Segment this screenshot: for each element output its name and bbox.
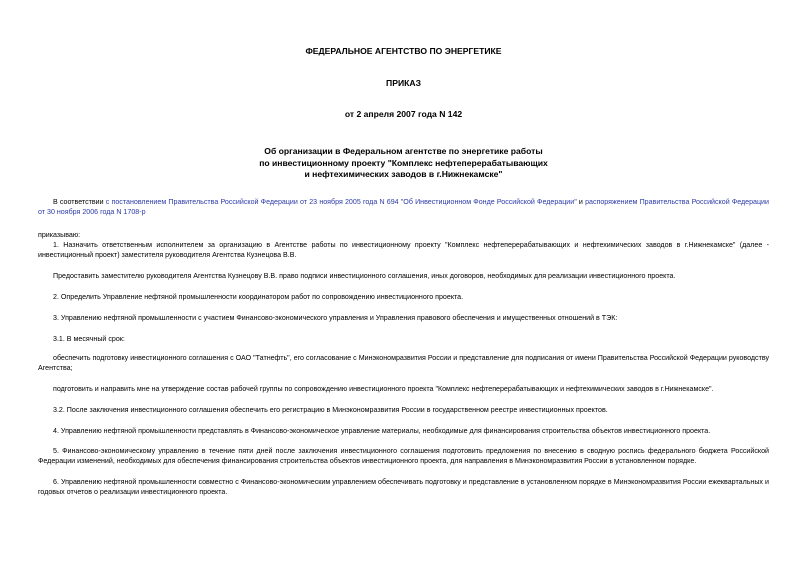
paragraph-3-1-b: подготовить и направить мне на утверждение состав рабочей группы по сопровождению инвестиционного проекта "Комплекс нефтеперерабатывающих и нефтехимических заводов в г.Нижнекамске".	[53, 385, 714, 393]
title-line-2: по инвестиционному проекту "Комплекс нефтеперерабатывающих	[259, 157, 548, 168]
agency-heading: ФЕДЕРАЛЬНОЕ АГЕНТСТВО ПО ЭНЕРГЕТИКЕ	[305, 46, 502, 56]
paragraph-3-1: 3.1. В месячный срок:	[53, 335, 125, 343]
paragraph-1-signing: Предоставить заместителю руководителя Агентства Кузнецову В.В. право подписи инвестиционного соглашения, иных договоров, необходимых для реализации инвестиционного проекта.	[53, 272, 676, 280]
doc-type-heading: ПРИКАЗ	[386, 78, 421, 88]
paragraph-3: 3. Управлению нефтяной промышленности с участием Финансово-экономического управления и Управления правового обеспечения и имущественных отношений в ТЭК:	[53, 314, 618, 322]
paragraph-3-2: 3.2. После заключения инвестиционного соглашения обеспечить его регистрацию в Минэкономразвития России в государственном реестре инвестиционных проектов.	[53, 406, 608, 414]
paragraph-1: 1. Назначить ответственным исполнителем за организацию в Агентстве работы по инвестиционному проекту "Комплекс нефтеперерабатывающих и нефтехимических заводов в г.Нижнекамске" (далее - инвестиционный проект) заместителя руководителя Агентства Кузнецова В.В.	[38, 241, 769, 259]
link-resolution-694[interactable]: с постановлением Правительства Российской Федерации от 23 ноября 2005 года N 694 "Об Инвестиционном Фонде Российской Федерации"	[105, 198, 577, 206]
title-line-3: и нефтехимических заводов в г.Нижнекамске"	[304, 169, 503, 179]
paragraph-6: 6. Управлению нефтяной промышленности совместно с Финансово-экономическим управлением обеспечивать подготовку и представление в установленном порядке в Минэкономразвития России ежеквартальных и годовых отчетов о реализации инвестиционного проекта.	[38, 478, 769, 496]
paragraph-3-1-a: обеспечить подготовку инвестиционного соглашения с ОАО "Татнефть", его согласование с Минэкономразвития России и представление для подписания от имени Правительства Российской Федерации руководству Агентства;	[38, 354, 769, 372]
preamble	[38, 197, 769, 217]
date-number-heading: от 2 апреля 2007 года N 142	[344, 109, 463, 119]
preamble-prefix: В соответствии	[53, 198, 106, 206]
document-title	[0, 146, 807, 181]
paragraph-2: 2. Определить Управление нефтяной промышленности координатором работ по сопровождению инвестиционного проекта.	[53, 293, 464, 301]
link-order-1708[interactable]: распоряжением Правительства Российской Федерации от 30 ноября 2006 года N 1708-р	[38, 198, 769, 216]
paragraph-4: 4. Управлению нефтяной промышленности представлять в Финансово-экономическое управление материалы, необходимые для финансирования строительства объектов инвестиционного проекта.	[53, 427, 711, 435]
title-line-1: Об организации в Федеральном агентстве по энергетике работы	[264, 146, 543, 156]
paragraph-5: 5. Финансово-экономическому управлению в течение пяти дней после заключения инвестиционного соглашения подготовить предложения по внесению в сводную роспись федерального бюджета Российской Федерации изменений, необходимых для обеспечения финансирования строительства объектов инвестиционного проекта, для направления в Минэкономразвития России в установленном порядке.	[38, 447, 769, 465]
preamble-middle: и	[576, 198, 586, 206]
orders-word: приказываю:	[38, 231, 81, 239]
